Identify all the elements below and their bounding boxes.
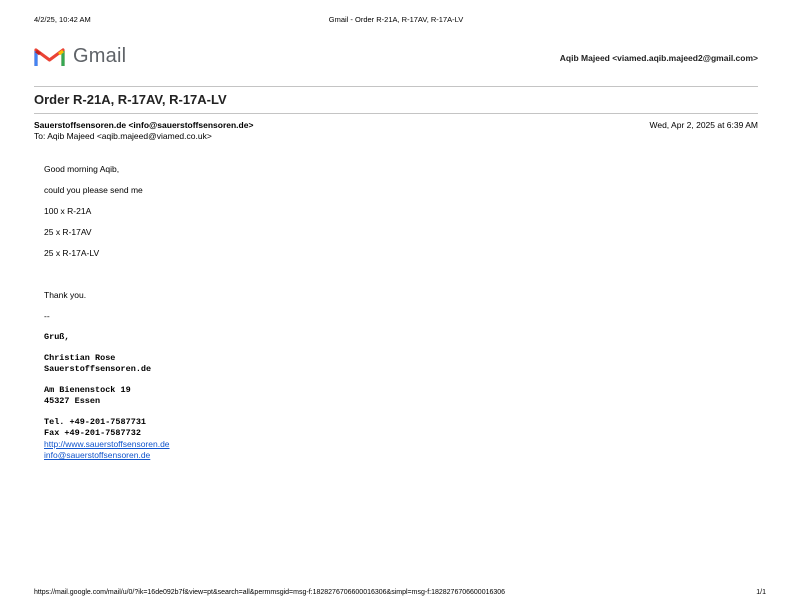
signature-street: Am Bienenstock 19 xyxy=(44,385,131,395)
print-footer-page: 1/1 xyxy=(756,589,766,596)
gmail-logo-text: Gmail xyxy=(73,44,127,67)
signature-separator: -- xyxy=(44,311,50,321)
signature-email-link[interactable]: info@sauerstoffsensoren.de xyxy=(44,450,151,460)
signature-closing: Gruß, xyxy=(44,332,70,342)
signature-company: Sauerstoffsensoren.de xyxy=(44,364,152,374)
gmail-logo xyxy=(34,44,126,68)
body-request: could you please send me xyxy=(44,185,143,195)
body-greeting: Good morning Aqib, xyxy=(44,164,120,174)
account-label: Aqib Majeed <viamed.aqib.majeed2@gmail.com> xyxy=(559,53,758,63)
email-body xyxy=(44,164,170,460)
gmail-logo-icon xyxy=(34,44,65,68)
print-header-datetime: 4/2/25, 10:42 AM xyxy=(34,15,91,24)
signature-name: Christian Rose xyxy=(44,353,116,363)
print-footer-url: https://mail.google.com/mail/u/0/?ik=16de092b7f&view=pt&search=all&permmsgid=msg-f:1828276706600016306&simpl=msg-f:1828276706600016306 xyxy=(34,589,506,596)
print-header-title: Gmail - Order R-21A, R-17AV, R-17A-LV xyxy=(328,15,464,24)
email-to: To: Aqib Majeed <aqib.majeed@viamed.co.uk> xyxy=(34,131,212,141)
order-item: 25 x R-17A-LV xyxy=(44,248,100,258)
email-date: Wed, Apr 2, 2025 at 6:39 AM xyxy=(649,120,758,130)
order-item: 25 x R-17AV xyxy=(44,227,92,237)
order-item: 100 x R-21A xyxy=(44,206,92,216)
subject-divider xyxy=(34,113,758,114)
signature-website-link[interactable]: http://www.sauerstoffsensoren.de xyxy=(44,439,170,449)
email-from: Sauerstoffsensoren.de <info@sauerstoffsensoren.de> xyxy=(34,120,254,130)
signature-city: 45327 Essen xyxy=(44,396,101,406)
signature-fax: Fax +49-201-7587732 xyxy=(44,428,141,438)
body-thanks: Thank you. xyxy=(44,290,87,300)
email-subject: Order R-21A, R-17AV, R-17A-LV xyxy=(34,92,227,107)
signature-tel: Tel. +49-201-7587731 xyxy=(44,417,147,427)
header-divider xyxy=(34,86,758,87)
